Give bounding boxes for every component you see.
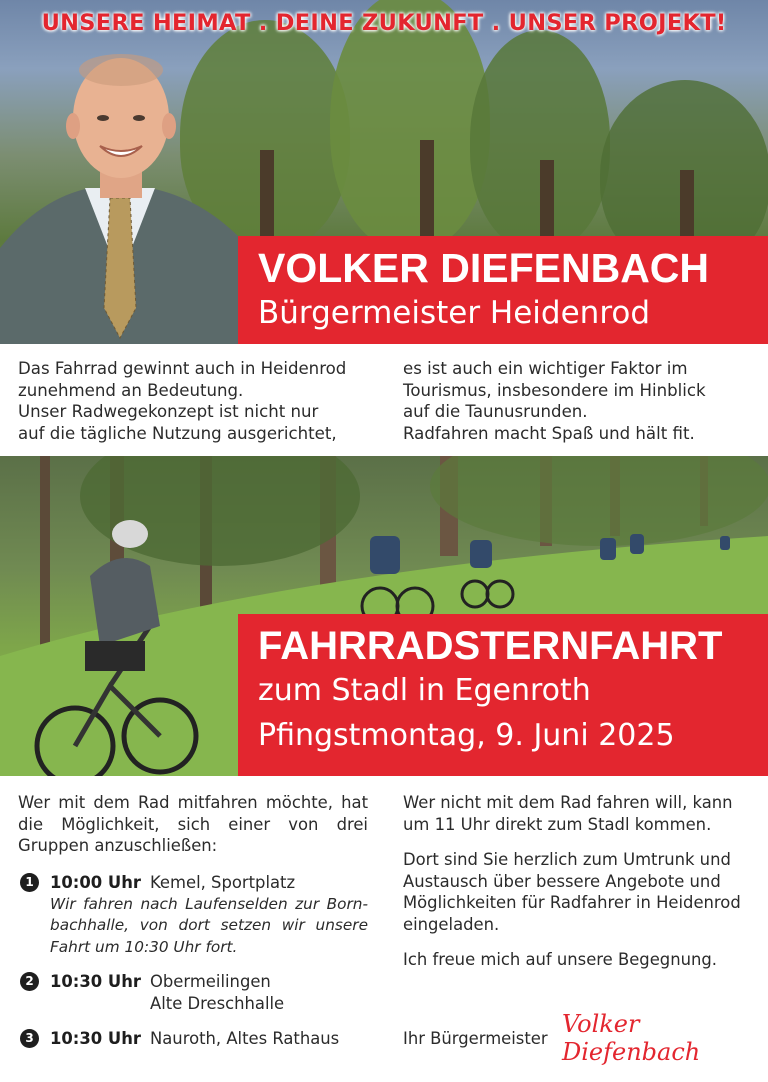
invitation-text: Dort sind Sie herzlich zum Umtrunk und Austausch über bessere Angebote und Möglichkeiten für Radfahrer in Heidenrod eingeladen. [403, 850, 741, 934]
group-time: 10:00 Uhr [50, 873, 141, 892]
event-box [238, 614, 768, 776]
handwritten-signature: Volker Diefenbach [562, 1010, 701, 1066]
group-time: 10:30 Uhr [50, 1029, 141, 1048]
group-note: Wir fahren nach Laufenselden zur Bornbachhalle, von dort setzen wir unsere Fahrt um 10:30 Uhr fort. [50, 894, 368, 956]
intro-right: es ist auch ein wichtiger Faktor im Tourismus, insbesondere im Hinblick auf die Taunusrunden. Radfahren macht Spaß und hält fit. [403, 359, 706, 443]
group-1 [18, 872, 368, 962]
mayor-portrait [0, 48, 240, 344]
event-title: FAHRRADSTERNFAHRT [258, 624, 723, 668]
groups-intro: Wer mit dem Rad mitfahren möchte, hat die Möglichkeit, sich einer von drei Gruppen anzuschließen: [18, 793, 368, 855]
group-number-3: 3 [20, 1029, 39, 1048]
group-2 [18, 971, 368, 1015]
closing-label: Ihr Bürgermeister [403, 1029, 548, 1048]
group-3 [18, 1028, 368, 1050]
group-number-1: 1 [20, 873, 39, 892]
intro-left: Das Fahrrad gewinnt auch in Heidenrod zunehmend an Bedeutung. Unser Radwegekonzept ist nicht nur auf die tägliche Nutzung ausgerichtet, [18, 359, 347, 443]
mayor-name: VOLKER DIEFENBACH [258, 245, 710, 291]
closing-wish: Ich freue mich auf unsere Begegnung. [403, 950, 717, 969]
group-location: Obermeilingen Alte Dreschhalle [150, 972, 285, 1013]
mayor-role: Bürgermeister Heidenrod [258, 295, 651, 331]
event-date: Pfingstmontag, 9. Juni 2025 [258, 718, 675, 753]
group-time: 10:30 Uhr [50, 972, 141, 991]
event-place: zum Stadl in Egenroth [258, 673, 591, 708]
group-number-2: 2 [20, 972, 39, 991]
group-location: Nauroth, Altes Rathaus [150, 1029, 340, 1048]
slogan-banner: UNSERE HEIMAT . DEINE ZUKUNFT . UNSER PROJEKT! [41, 10, 727, 36]
direct-arrival-text: Wer nicht mit dem Rad fahren will, kann um 11 Uhr direkt zum Stadl kommen. [403, 793, 733, 834]
mayor-name-box [238, 236, 768, 344]
right-column [403, 792, 753, 971]
group-location: Kemel, Sportplatz [150, 873, 296, 892]
